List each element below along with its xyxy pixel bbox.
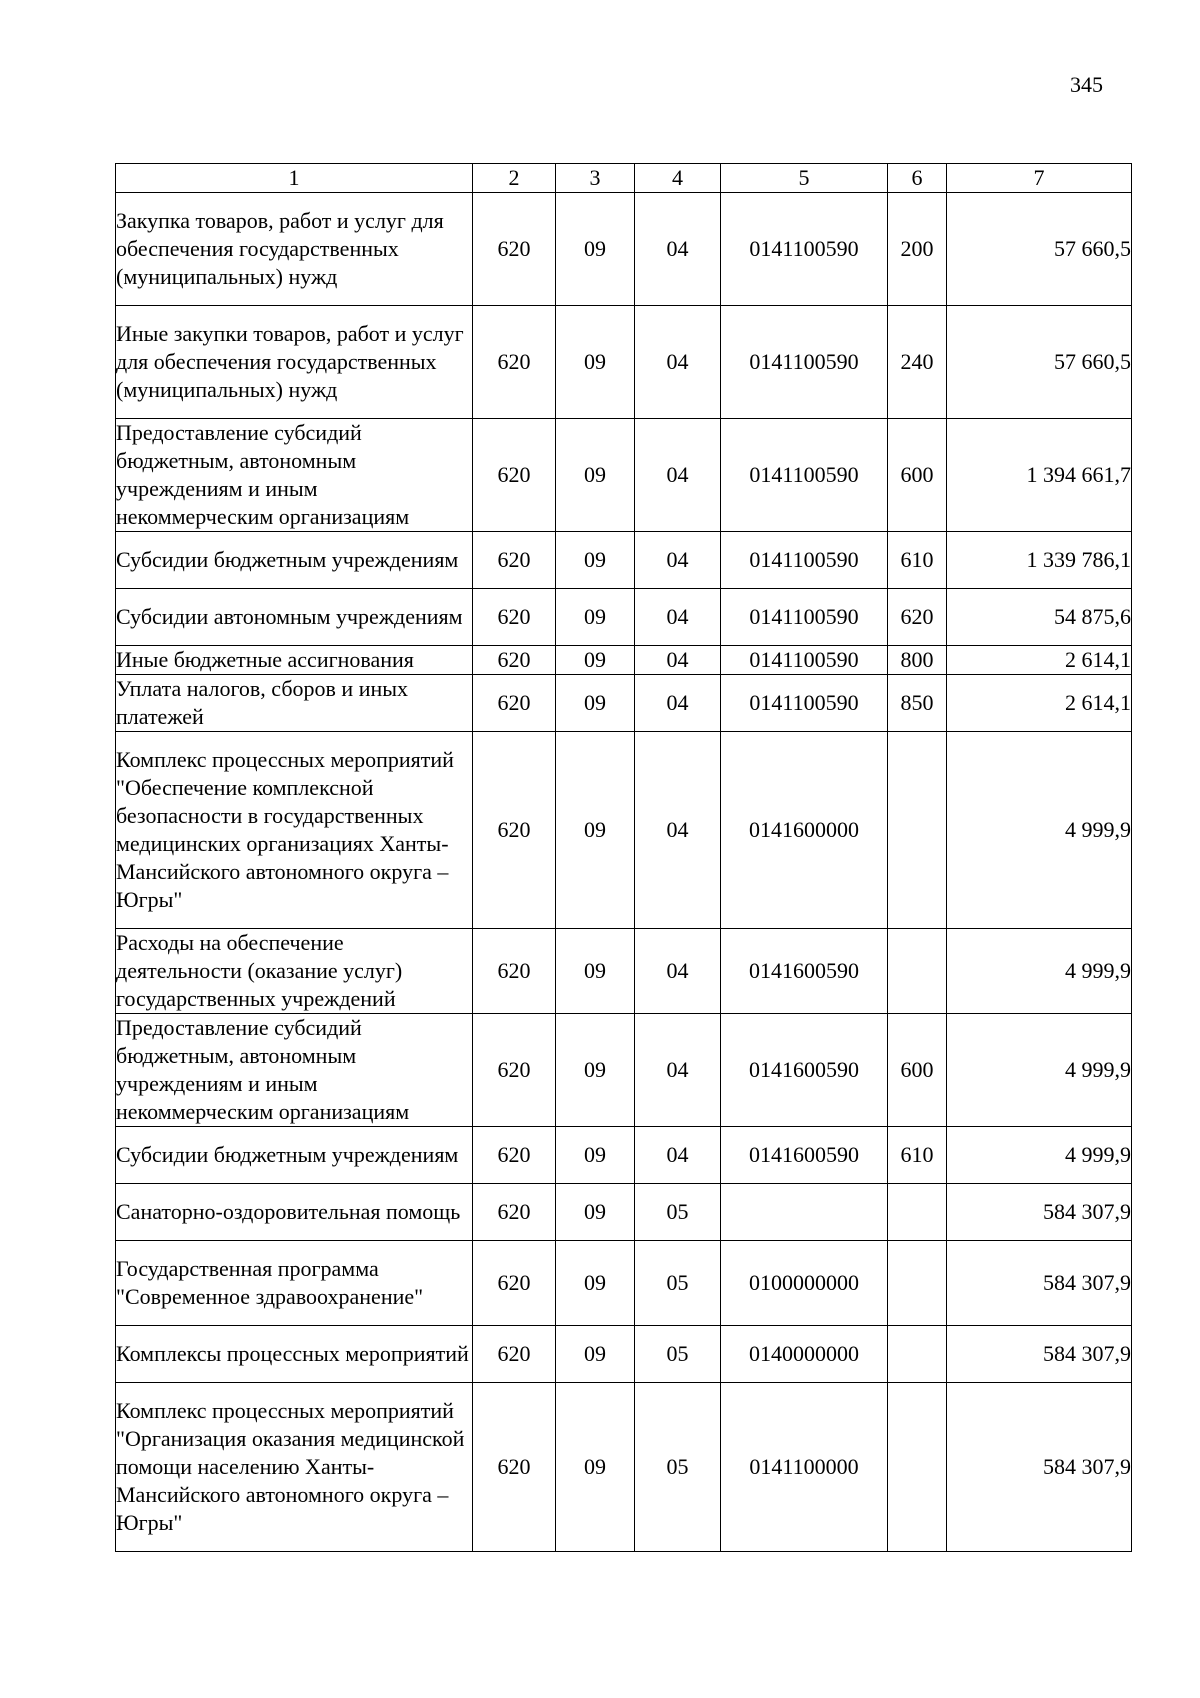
subsection-code: 04 <box>635 306 721 419</box>
subsection-code: 05 <box>635 1184 721 1241</box>
grbs-code: 620 <box>473 306 556 419</box>
table-row <box>116 1383 1132 1552</box>
table-row <box>116 589 1132 646</box>
target-article-code: 0141600590 <box>721 929 888 1014</box>
row-name: Субсидии бюджетным учреждениям <box>116 532 473 589</box>
target-article-code: 0141100000 <box>721 1383 888 1552</box>
subsection-code: 04 <box>635 929 721 1014</box>
amount: 4 999,9 <box>947 1014 1132 1127</box>
section-code: 09 <box>556 675 635 732</box>
row-name: Закупка товаров, работ и услуг для обеспечения государственных (муниципальных) нужд <box>116 193 473 306</box>
expense-type-code <box>888 1184 947 1241</box>
target-article-code: 0141100590 <box>721 193 888 306</box>
row-name: Иные закупки товаров, работ и услуг для обеспечения государственных (муниципальных) нужд <box>116 306 473 419</box>
expense-type-code: 620 <box>888 589 947 646</box>
row-name: Уплата налогов, сборов и иных платежей <box>116 675 473 732</box>
section-code: 09 <box>556 193 635 306</box>
expense-type-code <box>888 929 947 1014</box>
grbs-code: 620 <box>473 929 556 1014</box>
grbs-code: 620 <box>473 193 556 306</box>
section-code: 09 <box>556 732 635 929</box>
row-name: Субсидии автономным учреждениям <box>116 589 473 646</box>
target-article-code: 0141100590 <box>721 419 888 532</box>
section-code: 09 <box>556 646 635 675</box>
target-article-code: 0141100590 <box>721 532 888 589</box>
amount: 57 660,5 <box>947 193 1132 306</box>
table-row <box>116 1127 1132 1184</box>
table-row <box>116 1014 1132 1127</box>
section-code: 09 <box>556 1184 635 1241</box>
expense-type-code: 240 <box>888 306 947 419</box>
target-article-code: 0141600590 <box>721 1127 888 1184</box>
row-name: Иные бюджетные ассигнования <box>116 646 473 675</box>
row-name: Санаторно-оздоровительная помощь <box>116 1184 473 1241</box>
grbs-code: 620 <box>473 1241 556 1326</box>
target-article-code: 0141600000 <box>721 732 888 929</box>
section-code: 09 <box>556 532 635 589</box>
expense-type-code <box>888 1383 947 1552</box>
section-code: 09 <box>556 1383 635 1552</box>
grbs-code: 620 <box>473 675 556 732</box>
row-name: Комплексы процессных мероприятий <box>116 1326 473 1383</box>
amount: 584 307,9 <box>947 1383 1132 1552</box>
table-row <box>116 419 1132 532</box>
grbs-code: 620 <box>473 1326 556 1383</box>
amount: 1 339 786,1 <box>947 532 1132 589</box>
row-name: Расходы на обеспечение деятельности (оказание услуг) государственных учреждений <box>116 929 473 1014</box>
grbs-code: 620 <box>473 646 556 675</box>
grbs-code: 620 <box>473 419 556 532</box>
subsection-code: 04 <box>635 419 721 532</box>
table-row <box>116 306 1132 419</box>
section-code: 09 <box>556 1241 635 1326</box>
section-code: 09 <box>556 1014 635 1127</box>
amount: 57 660,5 <box>947 306 1132 419</box>
target-article-code: 0141100590 <box>721 589 888 646</box>
table-row <box>116 929 1132 1014</box>
subsection-code: 05 <box>635 1241 721 1326</box>
section-code: 09 <box>556 1326 635 1383</box>
subsection-code: 04 <box>635 732 721 929</box>
column-header: 6 <box>888 164 947 193</box>
expense-type-code: 610 <box>888 1127 947 1184</box>
section-code: 09 <box>556 1127 635 1184</box>
expense-type-code <box>888 732 947 929</box>
subsection-code: 05 <box>635 1326 721 1383</box>
column-header: 2 <box>473 164 556 193</box>
target-article-code: 0141100590 <box>721 646 888 675</box>
amount: 2 614,1 <box>947 675 1132 732</box>
subsection-code: 04 <box>635 193 721 306</box>
amount: 1 394 661,7 <box>947 419 1132 532</box>
subsection-code: 05 <box>635 1383 721 1552</box>
amount: 4 999,9 <box>947 1127 1132 1184</box>
column-header: 5 <box>721 164 888 193</box>
amount: 584 307,9 <box>947 1184 1132 1241</box>
table-row <box>116 1241 1132 1326</box>
expense-type-code <box>888 1326 947 1383</box>
subsection-code: 04 <box>635 675 721 732</box>
page-number: 345 <box>1070 72 1103 97</box>
subsection-code: 04 <box>635 532 721 589</box>
column-header: 7 <box>947 164 1132 193</box>
expense-type-code: 850 <box>888 675 947 732</box>
grbs-code: 620 <box>473 1383 556 1552</box>
amount: 584 307,9 <box>947 1241 1132 1326</box>
row-name: Комплекс процессных мероприятий "Обеспечение комплексной безопасности в государственных медицинских организациях Ханты-Мансийского автономного округа – Югры" <box>116 732 473 929</box>
subsection-code: 04 <box>635 1014 721 1127</box>
row-name: Субсидии бюджетным учреждениям <box>116 1127 473 1184</box>
grbs-code: 620 <box>473 1127 556 1184</box>
row-name: Предоставление субсидий бюджетным, автономным учреждениям и иным некоммерческим организациям <box>116 419 473 532</box>
amount: 4 999,9 <box>947 929 1132 1014</box>
table-row <box>116 732 1132 929</box>
expense-type-code: 800 <box>888 646 947 675</box>
section-code: 09 <box>556 306 635 419</box>
row-name: Комплекс процессных мероприятий "Организация оказания медицинской помощи населению Ханты-Мансийского автономного округа – Югры" <box>116 1383 473 1552</box>
grbs-code: 620 <box>473 589 556 646</box>
target-article-code: 0141100590 <box>721 306 888 419</box>
expense-type-code: 600 <box>888 419 947 532</box>
target-article-code: 0100000000 <box>721 1241 888 1326</box>
grbs-code: 620 <box>473 1184 556 1241</box>
column-header: 4 <box>635 164 721 193</box>
expense-type-code: 200 <box>888 193 947 306</box>
subsection-code: 04 <box>635 589 721 646</box>
grbs-code: 620 <box>473 1014 556 1127</box>
expense-type-code <box>888 1241 947 1326</box>
target-article-code: 0140000000 <box>721 1326 888 1383</box>
target-article-code <box>721 1184 888 1241</box>
table-row <box>116 532 1132 589</box>
header-row <box>116 164 1132 193</box>
subsection-code: 04 <box>635 646 721 675</box>
expense-type-code: 610 <box>888 532 947 589</box>
table-row <box>116 646 1132 675</box>
grbs-code: 620 <box>473 532 556 589</box>
grbs-code: 620 <box>473 732 556 929</box>
amount: 54 875,6 <box>947 589 1132 646</box>
row-name: Предоставление субсидий бюджетным, автономным учреждениям и иным некоммерческим организациям <box>116 1014 473 1127</box>
subsection-code: 04 <box>635 1127 721 1184</box>
column-header: 1 <box>116 164 473 193</box>
expense-type-code: 600 <box>888 1014 947 1127</box>
row-name: Государственная программа "Современное здравоохранение" <box>116 1241 473 1326</box>
column-header: 3 <box>556 164 635 193</box>
target-article-code: 0141600590 <box>721 1014 888 1127</box>
amount: 584 307,9 <box>947 1326 1132 1383</box>
amount: 4 999,9 <box>947 732 1132 929</box>
table-row <box>116 193 1132 306</box>
budget-table <box>115 163 1132 1552</box>
table-row <box>116 1326 1132 1383</box>
table-row <box>116 675 1132 732</box>
section-code: 09 <box>556 419 635 532</box>
amount: 2 614,1 <box>947 646 1132 675</box>
section-code: 09 <box>556 929 635 1014</box>
target-article-code: 0141100590 <box>721 675 888 732</box>
section-code: 09 <box>556 589 635 646</box>
table-row <box>116 1184 1132 1241</box>
